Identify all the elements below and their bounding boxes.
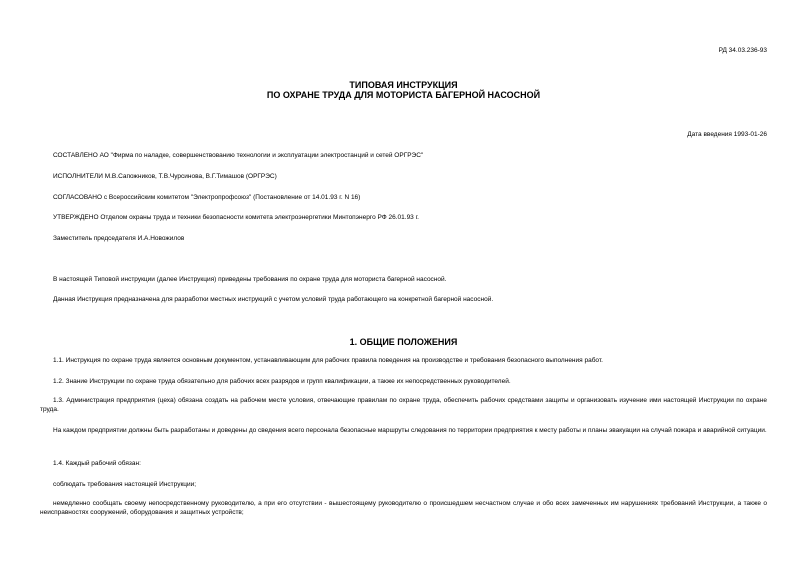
composed-by: СОСТАВЛЕНО АО "Фирма по наладке, совершенствованию технологии и эксплуатации электростанций и сетей ОРГРЭС" — [53, 152, 424, 159]
paragraph-1-1: 1.1. Инструкция по охране труда является основным документом, устанавливающим для рабочих правила поведения на производстве и требования безопасного выполнения работ. — [53, 357, 603, 364]
deputy-chairman: Заместитель председателя И.А.Новожилов — [53, 235, 185, 242]
approved-by: УТВЕРЖДЕНО Отделом охраны труда и техники безопасности комитета электроэнергетики Минтопэнерго РФ 26.01.93 г. — [53, 214, 419, 221]
agreed-with: СОГЛАСОВАНО с Всероссийским комитетом "Электропрофсоюз" (Постановление от 14.01.93 г. N 16) — [53, 194, 361, 201]
duty-item-1: соблюдать требования настоящей Инструкции; — [53, 481, 197, 488]
document-title — [0, 80, 807, 100]
section-heading: 1. ОБЩИЕ ПОЛОЖЕНИЯ — [349, 337, 458, 347]
intro-paragraph-2: Данная Инструкция предназначена для разработки местных инструкций с учетом условий труда работающего на конкретной багерной насосной. — [53, 296, 494, 303]
paragraph-1-3: 1.3. Администрация предприятия (цеха) обязана создать на рабочем месте условия, отвечающие правилам по охране труда, обеспечить рабочих средствами защиты и организовать изучение ими настоящей Инструкции по охране труда. — [40, 397, 767, 413]
title-line-2: ПО ОХРАНЕ ТРУДА ДЛЯ МОТОРИСТА БАГЕРНОЙ НАСОСНОЙ — [266, 90, 541, 100]
duty-item-2: немедленно сообщать своему непосредственному руководителю, а при его отсутствии - вышестоящему руководителю о происшедшем несчастном случае и обо всех замеченных им нарушениях требований Инструкции, а также о неисправностях сооружений, оборудования и защитных устройств; — [40, 500, 767, 516]
paragraph-1-3-evacuation: На каждом предприятии должны быть разработаны и доведены до сведения всего персонала безопасные маршруты следования по территории предприятия к месту работы и планы эвакуации на случай пожара и аварийной ситуации. — [53, 427, 767, 434]
introduction-date: Дата введения 1993-01-26 — [687, 131, 767, 138]
document-code: РД 34.03.236-93 — [718, 47, 767, 54]
paragraph-1-4: 1.4. Каждый рабочий обязан: — [53, 460, 141, 467]
executors: ИСПОЛНИТЕЛИ М.В.Сапожников, Т.В.Чурсинова, В.Г.Тимашов (ОРГРЭС) — [53, 173, 277, 180]
paragraph-1-2: 1.2. Знание Инструкции по охране труда обязательно для рабочих всех разрядов и групп квалификации, а также их непосредственных руководителей. — [53, 378, 511, 385]
title-line-1: ТИПОВАЯ ИНСТРУКЦИЯ — [349, 80, 458, 90]
intro-paragraph-1: В настоящей Типовой инструкции (далее Инструкция) приведены требования по охране труда для моториста багерной насосной. — [53, 276, 447, 283]
